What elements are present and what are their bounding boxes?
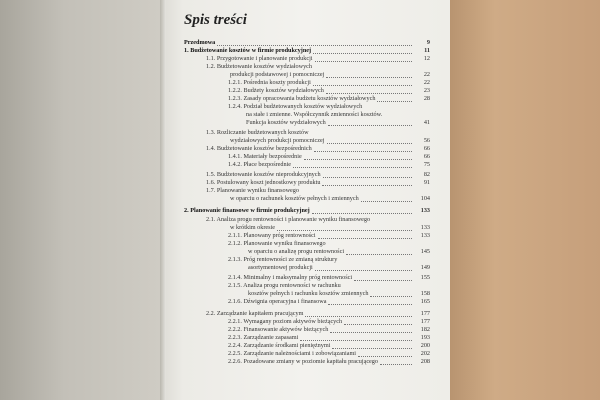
toc-entry-label: 2.1.2. Planowanie wyniku finansowego xyxy=(228,240,326,247)
toc-entry-label: 1.3. Rozliczanie budżetowanych kosztów xyxy=(206,129,309,136)
toc-page-number: 177 xyxy=(420,318,430,325)
page-fold-shadow xyxy=(160,0,166,400)
toc-leader-dots xyxy=(293,167,412,168)
toc-leader-dots xyxy=(217,45,412,46)
toc-entry-label: w oparciu o analizę progu rentowności xyxy=(248,248,345,255)
toc-entry-label: 2.2.4. Zarządzanie środkami pieniężnymi xyxy=(228,342,331,349)
toc-entry-label: 1.2.4. Podział budżetowanych kosztów wydziałowych xyxy=(228,103,363,110)
toc-page-number: 9 xyxy=(426,39,430,46)
toc-page-number: 11 xyxy=(424,47,430,54)
toc-leader-dots xyxy=(305,316,412,317)
toc-entry-label: 2.2.2. Finansowanie aktywów bieżących xyxy=(228,326,329,333)
toc-page-number: 149 xyxy=(420,264,430,271)
toc-entry-label: 2.2.1. Wymagany poziom aktywów bieżących xyxy=(228,318,343,325)
toc-page-number: 133 xyxy=(420,207,430,214)
toc-entry-label: 2.1.6. Dźwignia operacyjna i finansowa xyxy=(228,298,327,305)
toc-entry-label: produkcji podstawowej i pomocniczej xyxy=(230,71,325,78)
left-background xyxy=(0,0,160,400)
toc-leader-dots xyxy=(318,238,412,239)
toc-leader-dots xyxy=(327,143,412,144)
toc-entry-label: 1.7. Planowanie wyniku finansowego xyxy=(206,187,299,194)
toc-entry-label: 1.2. Budżetowanie kosztów wydziałowych xyxy=(206,63,313,70)
toc-leader-dots xyxy=(326,93,412,94)
toc-entry-label: na stałe i zmienne. Współczynnik zmienności kosztów. xyxy=(246,111,383,118)
toc-entry-label: 1. Budżetowanie kosztów w firmie produkcyjnej xyxy=(184,47,312,54)
toc-page-number: 182 xyxy=(420,326,430,333)
toc-page-number: 155 xyxy=(420,274,430,281)
toc-leader-dots xyxy=(277,230,412,231)
toc-entry-label: 2.2.6. Pozadowane zmiany w poziomie kapitału pracującego xyxy=(228,358,378,365)
toc-page-number: 23 xyxy=(423,87,430,94)
toc-entry-label: 2.2.3. Zarządzanie zapasami xyxy=(228,334,299,341)
toc-leader-dots xyxy=(328,304,412,305)
toc-leader-dots xyxy=(300,340,412,341)
toc-leader-dots xyxy=(370,296,412,297)
toc-entry-label: 2.1.1. Planowany próg rentowności xyxy=(228,232,316,239)
toc-page-number: 75 xyxy=(423,161,430,168)
toc-leader-dots xyxy=(328,125,412,126)
toc-entry-label: 2.1. Analiza progu rentowności i planowanie wyniku finansowego xyxy=(206,216,371,223)
toc-entry-label: 1.2.3. Zasady opracowania budżetu kosztów wydziałowych xyxy=(228,95,376,102)
right-background xyxy=(450,0,600,400)
toc-page-number: 12 xyxy=(423,55,430,62)
toc-page-number: 177 xyxy=(420,310,430,317)
toc-entry-label: Przedmowa xyxy=(184,39,216,46)
toc-entry-label: 2. Planowanie finansowe w firmie produkcyjnej xyxy=(184,207,310,214)
toc-page-number: 133 xyxy=(420,224,430,231)
toc-entry-label: 1.1. Przygotowanie i planowanie produkcji xyxy=(206,55,313,62)
toc-page-number: 104 xyxy=(420,195,430,202)
toc-entry-label: 1.4.1. Materiały bezpośrednie xyxy=(228,153,302,160)
toc-leader-dots xyxy=(358,356,412,357)
toc-entry-label: Funkcja kosztów wydziałowych xyxy=(246,119,326,126)
toc-entry-label: 2.1.3. Próg rentowności ze zmianą struktury xyxy=(228,256,338,263)
toc-entry-label: 2.1.4. Minimalny i maksymalny próg rentowności xyxy=(228,274,353,281)
toc-leader-dots xyxy=(326,77,412,78)
toc-entry-label: 1.5. Budżetowanie kosztów nieprodukcyjnych xyxy=(206,171,321,178)
toc-leader-dots xyxy=(344,324,412,325)
toc-entry-label: w oparciu o rachunek kosztów pełnych i zmiennych xyxy=(230,195,359,202)
toc-page-number: 82 xyxy=(423,171,430,178)
toc-entry-label: asortymentowej produkcji xyxy=(248,264,313,271)
toc-page-number: 22 xyxy=(423,71,430,78)
toc-leader-dots xyxy=(315,270,412,271)
book-page xyxy=(160,0,450,400)
toc-leader-dots xyxy=(377,101,412,102)
toc-entry-label: w krótkim okresie xyxy=(230,224,276,231)
toc-entry-label: 2.2. Zarządzanie kapitałem pracującym xyxy=(206,310,304,317)
toc-page-number: 66 xyxy=(423,153,430,160)
toc-leader-dots xyxy=(314,151,412,152)
toc-leader-dots xyxy=(346,254,412,255)
toc-page-number: 56 xyxy=(423,137,430,144)
toc-leader-dots xyxy=(315,61,412,62)
toc-entry-label: wydziałowych produkcji pomocniczej xyxy=(230,137,325,144)
toc-page-number: 145 xyxy=(420,248,430,255)
toc-leader-dots xyxy=(332,348,412,349)
toc-leader-dots xyxy=(330,332,412,333)
toc-leader-dots xyxy=(304,159,412,160)
toc-title: Spis treści xyxy=(184,12,247,28)
toc-page-number: 202 xyxy=(420,350,430,357)
toc-page-number: 22 xyxy=(423,79,430,86)
toc-entry-label: 2.1.5. Analiza progu rentowności w rachunku xyxy=(228,282,341,289)
toc-entry-label: 1.6. Postulowany koszt jednostkowy produktu xyxy=(206,179,321,186)
toc-leader-dots xyxy=(361,201,412,202)
toc-page-number: 158 xyxy=(420,290,430,297)
toc-page-number: 193 xyxy=(420,334,430,341)
toc-page-number: 28 xyxy=(423,95,430,102)
toc-entry-label: 2.2.5. Zarządzanie należnościami i zobowiązaniami xyxy=(228,350,356,357)
toc-leader-dots xyxy=(380,364,412,365)
toc-leader-dots xyxy=(323,177,412,178)
toc-entry-label: 1.2.1. Pośrednia koszty produkcji xyxy=(228,79,311,86)
toc-entry-label: 1.4.2. Płace bezpośrednie xyxy=(228,161,292,168)
toc-leader-dots xyxy=(312,213,412,214)
toc-leader-dots xyxy=(322,185,412,186)
toc-page-number: 208 xyxy=(420,358,430,365)
toc-leader-dots xyxy=(354,280,412,281)
toc-page-number: 133 xyxy=(420,232,430,239)
toc-entry-label: 1.2.2. Budżety kosztów wydziałowych xyxy=(228,87,324,94)
toc-page-number: 41 xyxy=(423,119,430,126)
toc-leader-dots xyxy=(313,85,412,86)
toc-leader-dots xyxy=(313,53,412,54)
toc-entry-label: 1.4. Budżetowanie kosztów bezpośrednich xyxy=(206,145,312,152)
toc-page-number: 165 xyxy=(420,298,430,305)
toc-entry-label: kosztów pełnych i rachunku kosztów zmiennych xyxy=(248,290,369,297)
toc-page-number: 66 xyxy=(423,145,430,152)
toc-page-number: 200 xyxy=(420,342,430,349)
toc-page-number: 91 xyxy=(423,179,430,186)
